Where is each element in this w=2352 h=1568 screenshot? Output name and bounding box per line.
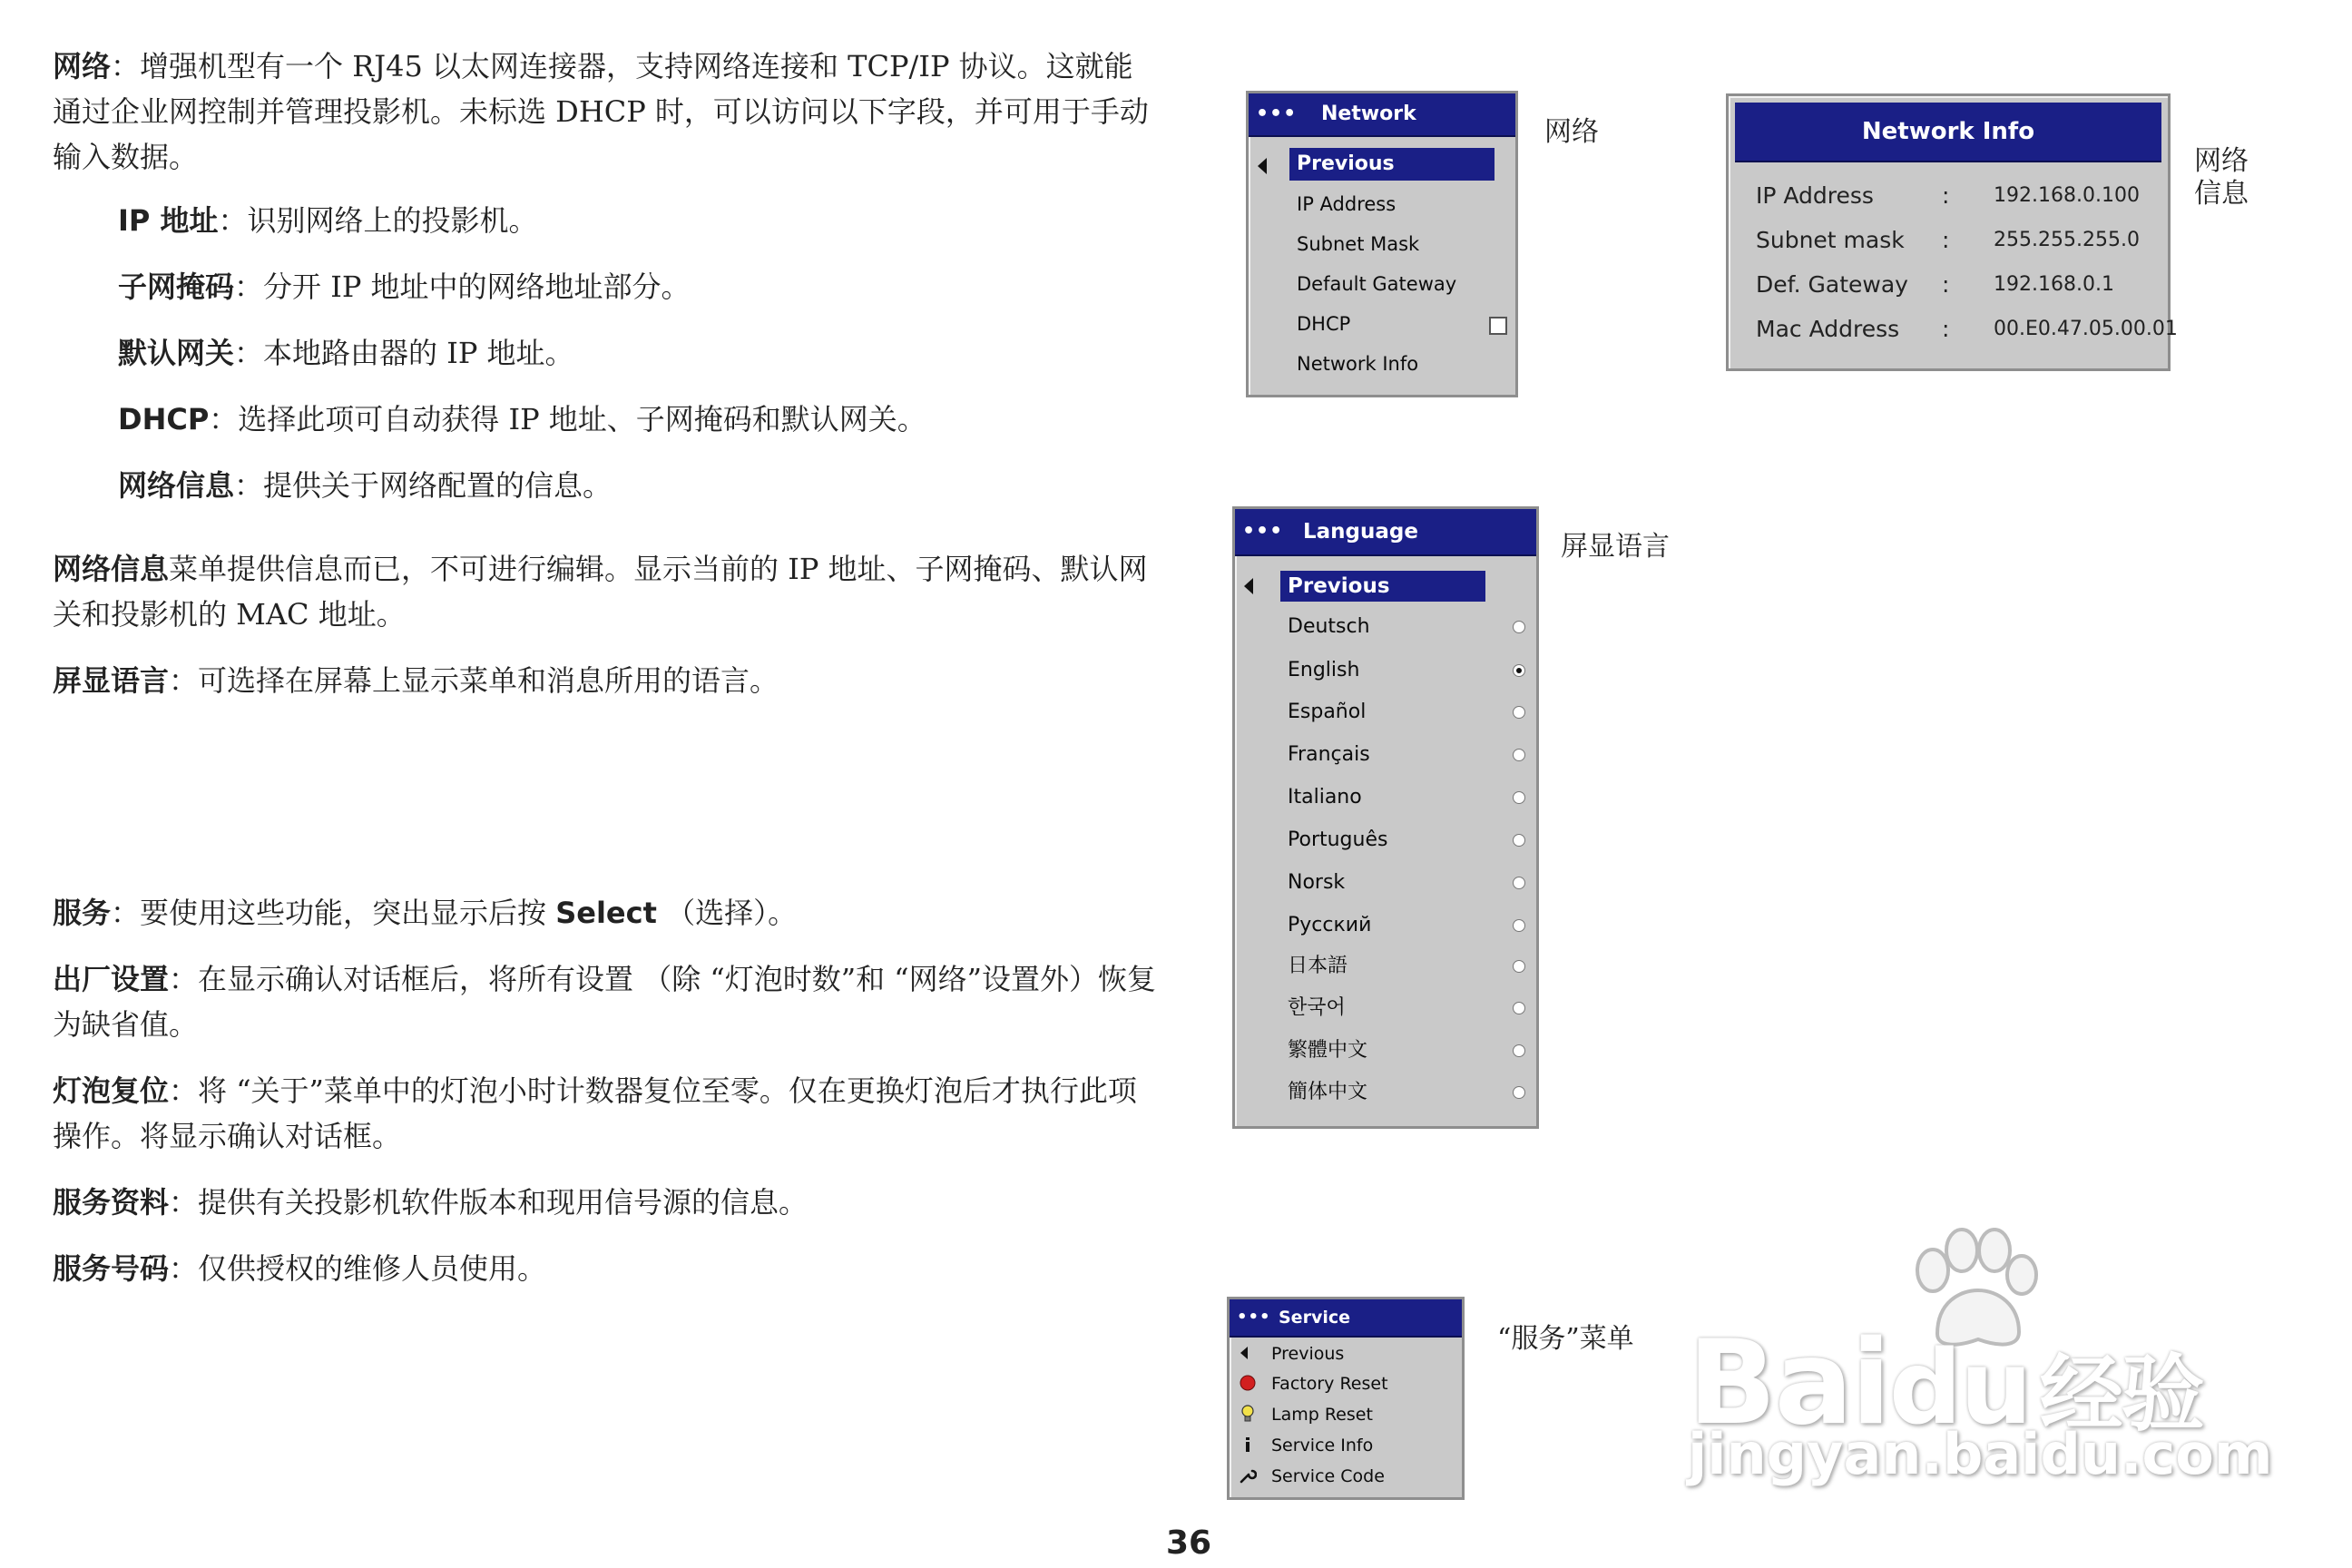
network-info-panel [1726,93,2178,371]
language-item-russian[interactable]: Русский [1288,914,1372,936]
para-mask: 子网掩码：分开 IP 地址中的网络地址部分。 [118,270,691,304]
language-item-francais[interactable]: Français [1288,743,1370,766]
watermark-brand: Baidu 经验 [1688,1316,2203,1451]
service-menu-header: ••• Service [1230,1299,1462,1338]
language-radio-selected[interactable] [1513,664,1525,677]
menu-item-factory-reset[interactable]: Factory Reset [1271,1374,1388,1394]
document-body [53,44,1160,1291]
para-gateway: 默认网关：本地路由器的 IP 地址。 [118,336,574,370]
page-number: 36 [1165,1524,1212,1562]
lamp-icon [1239,1405,1257,1423]
menu-item-lamp-reset[interactable]: Lamp Reset [1271,1405,1373,1425]
para-service: 服务：要使用这些功能，突出显示后按 Select （选择）。 [53,896,798,930]
menu-item-default-gateway[interactable]: Default Gateway [1297,273,1457,295]
para-lamp-reset: 灯泡复位：将 “关于”菜单中的灯泡小时计数器复位至零。仅在更换灯泡后才执行此项操作。将显示确认对话框。 [53,1073,1137,1153]
language-item-italiano[interactable]: Italiano [1288,786,1362,808]
menu-item-dhcp[interactable]: DHCP [1297,313,1351,335]
language-item-portugues[interactable]: Português [1288,828,1388,851]
service-menu [1227,1297,1465,1500]
network-info-row: Mac Address : 00.E0.47.05.00.01 [1756,316,2178,342]
back-arrow-icon[interactable] [1258,158,1267,174]
menu-dots-icon: ••• [1237,1308,1271,1327]
back-arrow-icon[interactable] [1240,1347,1248,1359]
language-item-korean[interactable]: 한국어 [1288,996,1346,1019]
para-factory-reset: 出厂设置：在显示确认对话框后，将所有设置 （除 “灯泡时数”和 “网络”设置外）恢复为缺省值。 [53,962,1156,1042]
network-menu [1246,91,1518,397]
network-menu-header: ••• Network [1249,93,1515,137]
menu-item-service-info[interactable]: Service Info [1271,1436,1374,1455]
language-radio[interactable] [1513,1044,1525,1057]
language-radio[interactable] [1513,621,1525,633]
watermark-url: jingyan.baidu.com [1688,1421,2273,1487]
language-item-trad-chinese[interactable]: 繁體中文 [1288,1039,1368,1062]
network-info-caption: 网络 信息 [2194,145,2249,210]
para-dhcp: DHCP：选择此项可自动获得 IP 地址、子网掩码和默认网关。 [118,402,926,436]
language-radio[interactable] [1513,919,1525,932]
language-item-english[interactable]: English [1288,659,1360,681]
para-service-code: 服务号码：仅供授权的维修人员使用。 [53,1251,547,1286]
factory-reset-icon [1239,1374,1257,1392]
network-menu-caption: 网络 [1544,116,1599,148]
language-radio[interactable] [1513,749,1525,761]
language-item-simp-chinese[interactable]: 簡体中文 [1288,1081,1368,1103]
language-menu-caption: 屏显语言 [1561,531,1670,563]
para-netinfo-menu: 网络信息菜单提供信息而已，不可进行编辑。显示当前的 IP 地址、子网掩码、默认网关和投影机的 MAC 地址。 [53,552,1148,632]
para-ip: IP 地址：识别网络上的投影机。 [118,203,538,238]
language-radio[interactable] [1513,877,1525,889]
info-icon [1239,1436,1257,1454]
language-item-norsk[interactable]: Norsk [1288,871,1346,894]
language-radio[interactable] [1513,706,1525,719]
dhcp-checkbox[interactable] [1489,317,1507,335]
menu-dots-icon: ••• [1242,520,1284,543]
language-radio[interactable] [1513,1002,1525,1014]
network-info-header: Network Info [1735,103,2161,162]
menu-item-previous[interactable]: Previous [1280,571,1485,602]
language-radio[interactable] [1513,960,1525,973]
menu-item-service-code[interactable]: Service Code [1271,1466,1385,1486]
language-menu [1232,506,1539,1129]
back-arrow-icon[interactable] [1244,578,1253,594]
menu-item-previous[interactable]: Previous [1289,148,1494,181]
language-radio[interactable] [1513,1086,1525,1099]
network-info-row: Subnet mask : 255.255.255.0 [1756,227,2140,253]
language-radio[interactable] [1513,791,1525,804]
menu-item-subnet-mask[interactable]: Subnet Mask [1297,233,1420,255]
menu-item-ip-address[interactable]: IP Address [1297,193,1396,215]
para-netinfo: 网络信息：提供关于网络配置的信息。 [118,468,612,503]
language-radio[interactable] [1513,834,1525,847]
para-osd-language: 屏显语言：可选择在屏幕上显示菜单和消息所用的语言。 [53,663,779,698]
language-item-japanese[interactable]: 日本語 [1288,955,1348,977]
network-info-row: IP Address : 192.168.0.100 [1756,182,2140,209]
wrench-icon [1239,1466,1257,1485]
para-network: 网络：增强机型有一个 RJ45 以太网连接器，支持网络连接和 TCP/IP 协议。这就能通过企业网控制并管理投影机。未标选 DHCP 时，可以访问以下字段，并可用于手动输入数据。 [53,49,1149,174]
para-service-info: 服务资料：提供有关投影机软件版本和现用信号源的信息。 [53,1185,808,1220]
language-item-deutsch[interactable]: Deutsch [1288,615,1370,638]
menu-item-previous[interactable]: Previous [1271,1344,1345,1364]
language-item-espanol[interactable]: Español [1288,701,1367,723]
menu-dots-icon: ••• [1256,103,1298,125]
network-info-row: Def. Gateway : 192.168.0.1 [1756,271,2114,298]
menu-item-network-info[interactable]: Network Info [1297,353,1419,375]
service-menu-caption: “服务”菜单 [1497,1323,1634,1355]
baidu-watermark [1688,1225,2273,1497]
language-menu-header: ••• Language [1235,509,1536,556]
